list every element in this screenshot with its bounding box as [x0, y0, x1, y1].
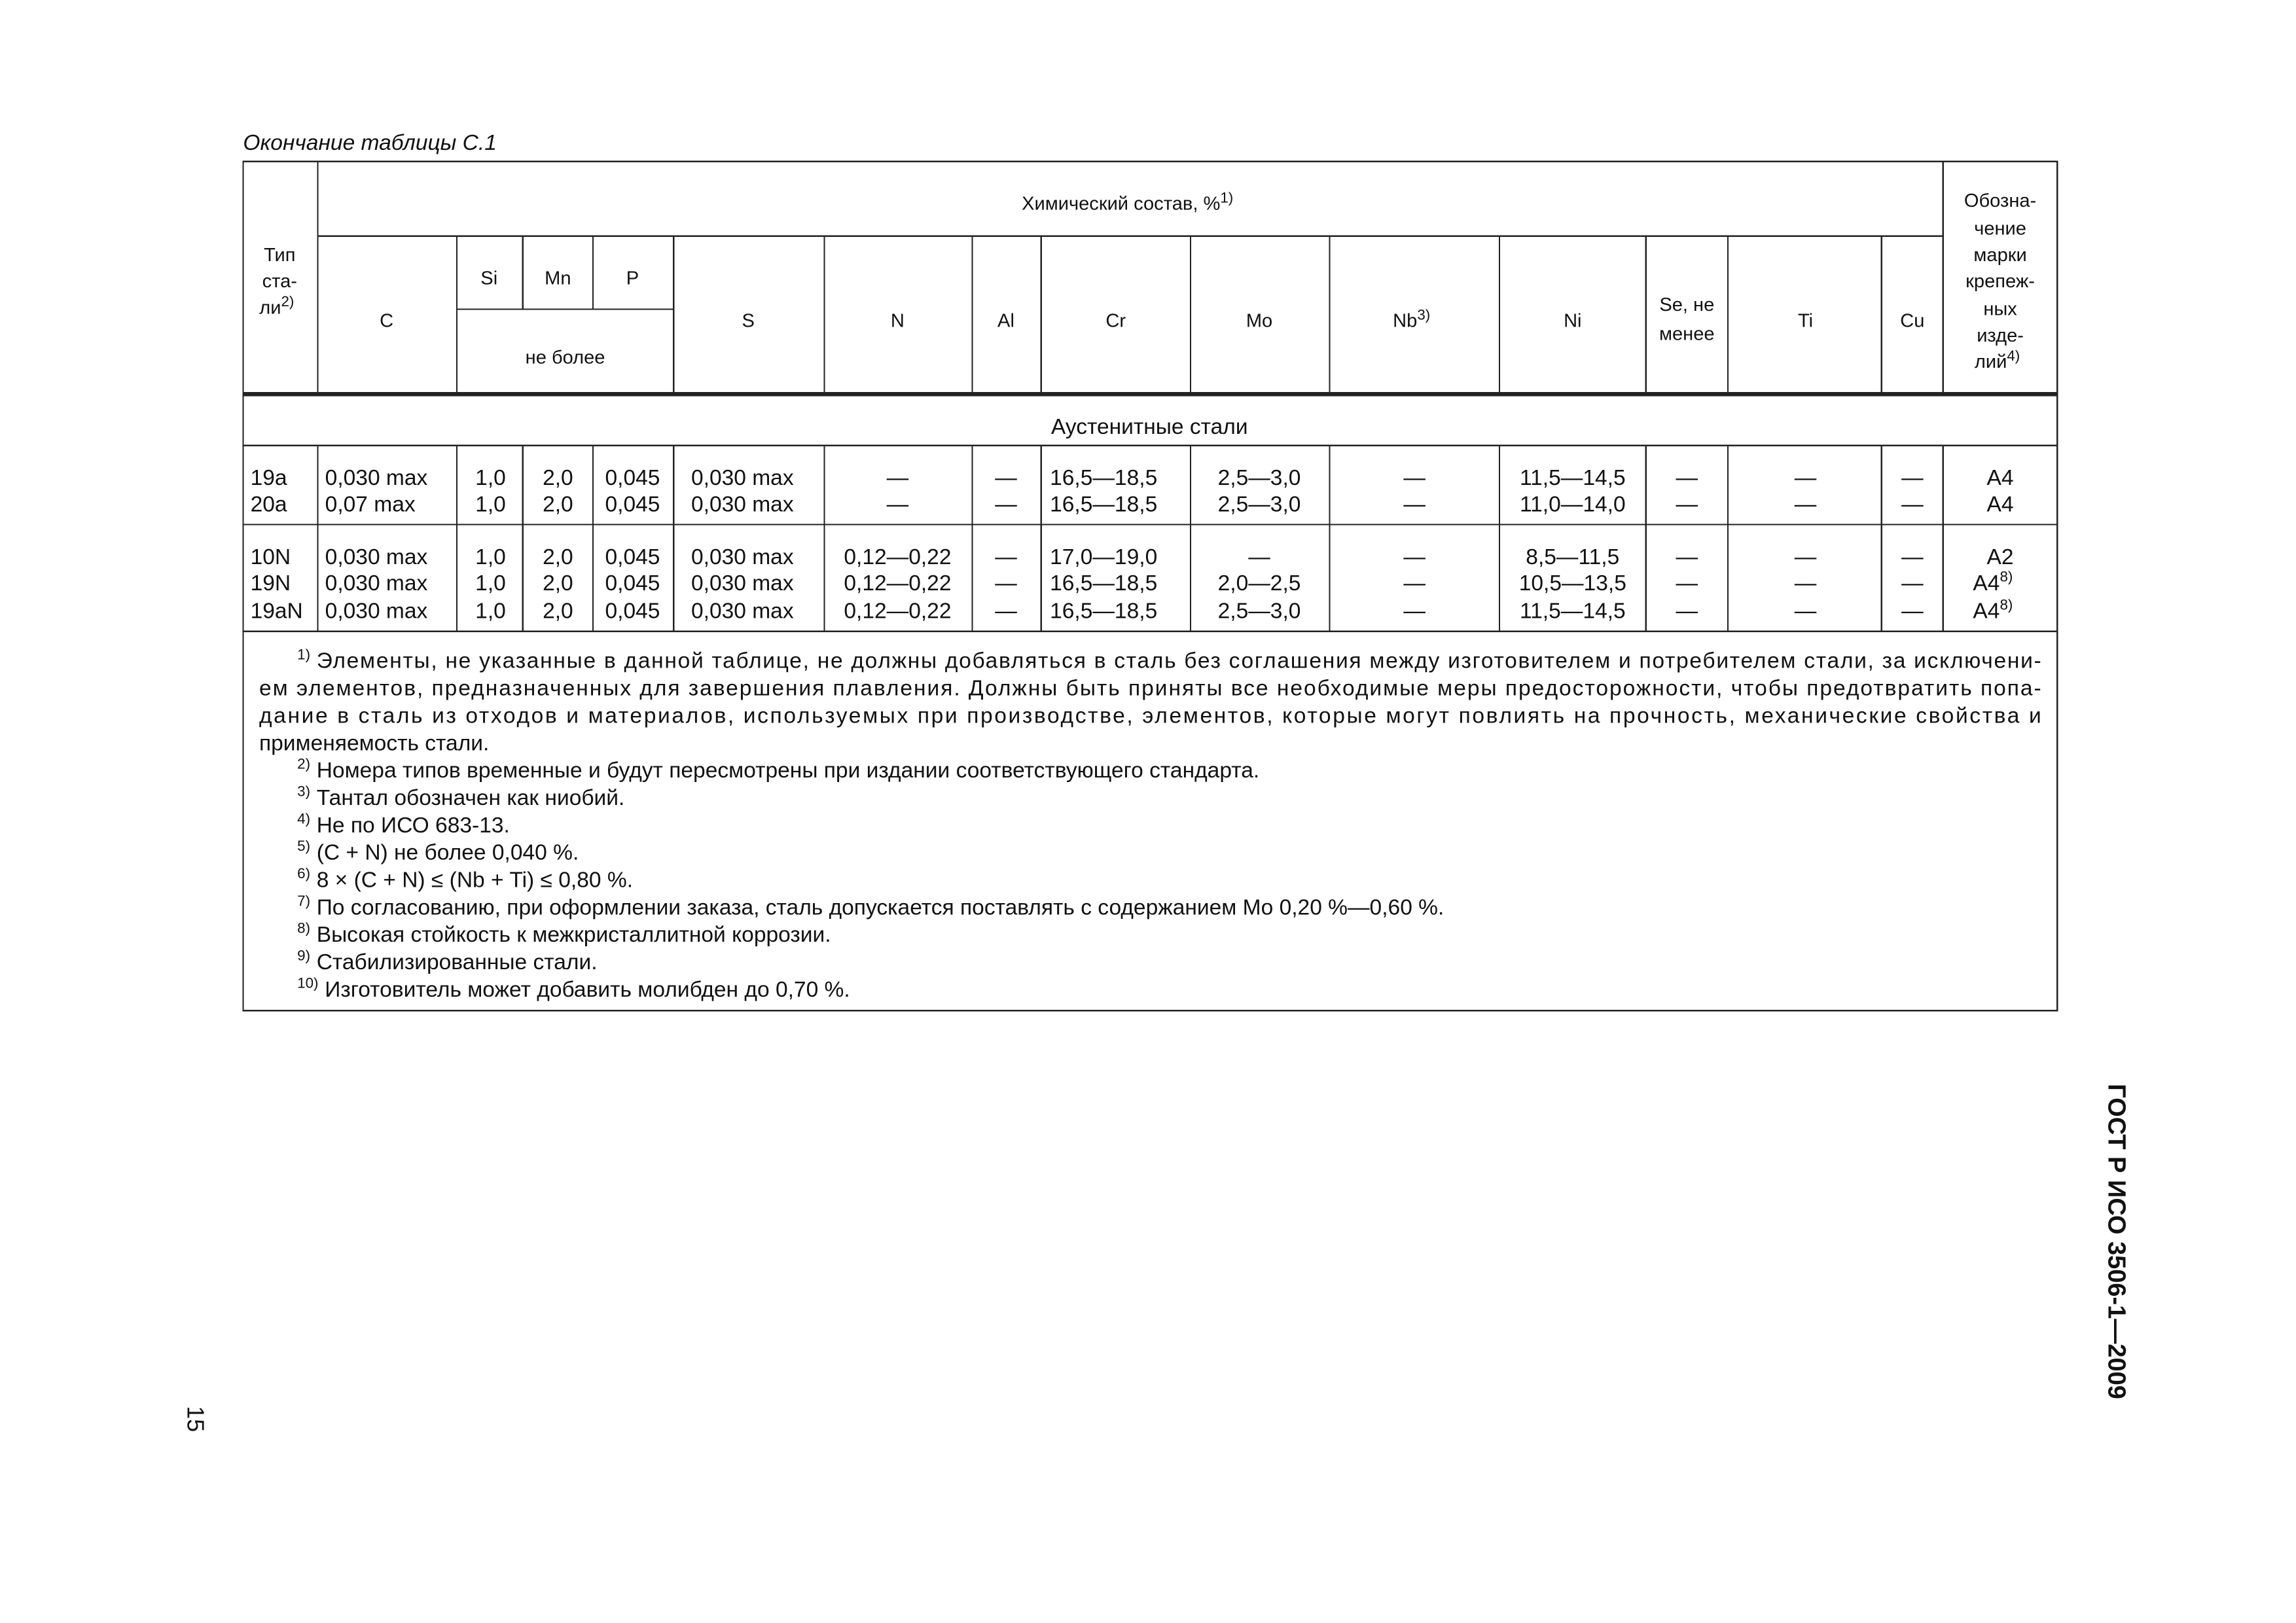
cell-cu: —	[1901, 544, 1924, 569]
footnotes	[259, 646, 2041, 1001]
header-element-Cu: Cu	[1900, 310, 1925, 332]
cell-cu: —	[1901, 571, 1924, 596]
cell-se: —	[1676, 571, 1698, 596]
table-row	[251, 545, 2014, 569]
cell-cr: 16,5—18,5	[1050, 492, 1158, 517]
cell-s: 0,030 max	[691, 466, 794, 491]
cell-s: 0,030 max	[691, 492, 794, 517]
header-type-line-2: ста-	[262, 271, 298, 293]
header-element-S: S	[742, 310, 755, 332]
footnote-marker: 2)	[297, 755, 311, 772]
cell-se: —	[1676, 599, 1698, 624]
cell-mo: 2,5—3,0	[1217, 466, 1301, 491]
footnote	[297, 920, 831, 947]
header-chem-footnote: 1)	[1220, 189, 1234, 206]
cell-type: 10N	[250, 544, 291, 569]
footnote-line: Не по ИСО 683-13.	[316, 813, 510, 838]
cell-c: 0,030 max	[325, 571, 428, 596]
footnote-marker: 10)	[297, 974, 319, 991]
header-type-line-1: Тип	[264, 244, 296, 266]
header-mark-column	[1964, 190, 2036, 372]
cell-n: —	[886, 466, 909, 491]
cell-cr: 17,0—19,0	[1050, 544, 1158, 569]
footnote	[297, 948, 597, 974]
cell-mn: 2,0	[543, 492, 573, 517]
header-element-Mn: Mn	[545, 268, 571, 289]
cell-mark: A4	[1986, 466, 2014, 491]
cell-nb: —	[1403, 544, 1426, 569]
cell-si: 1,0	[475, 544, 506, 569]
footnote	[297, 974, 850, 1001]
cell-p: 0,045	[605, 571, 660, 596]
footnote-marker: 1)	[297, 646, 311, 663]
cell-mo: 2,5—3,0	[1217, 492, 1301, 517]
header-mark-footnote: 4)	[2007, 347, 2020, 364]
cell-al: —	[995, 571, 1017, 596]
header-mark-line-6: изде-	[1977, 325, 2024, 346]
footnote-line: Высокая стойкость к межкристаллитной коррозии.	[316, 923, 831, 948]
header-element-Se-line-2: менее	[1659, 323, 1715, 345]
page-number: 15	[182, 1406, 209, 1433]
cell-c: 0,07 max	[325, 492, 416, 517]
cell-cr: 16,5—18,5	[1050, 571, 1158, 596]
table-row	[251, 569, 2013, 596]
standard-designation: ГОСТ Р ИСО 3506-1—2009	[2102, 1084, 2130, 1399]
header-type-footnote: 2)	[281, 293, 295, 310]
header-element-Si: Si	[480, 268, 498, 289]
footnote-marker: 4)	[297, 810, 311, 827]
cell-ni: 11,0—14,0	[1519, 492, 1626, 517]
cell-si: 1,0	[475, 466, 506, 491]
cell-cu: —	[1901, 466, 1924, 491]
header-element-Al: Al	[997, 310, 1014, 332]
cell-ni: 11,5—14,5	[1519, 599, 1626, 624]
cell-s: 0,030 max	[691, 544, 794, 569]
footnote	[297, 783, 624, 810]
section-title: Аустенитные стали	[1050, 414, 1248, 439]
cell-al: —	[995, 466, 1017, 491]
header-element-Se-line-1: Se, не	[1659, 294, 1715, 315]
cell-ti: —	[1794, 492, 1817, 517]
cell-cu: —	[1901, 599, 1924, 624]
cell-mo: 2,5—3,0	[1217, 599, 1301, 624]
footnote-line: применяемость стали.	[259, 731, 490, 756]
header-element-Cr: Cr	[1105, 310, 1126, 332]
cell-mn: 2,0	[543, 544, 573, 569]
cell-cu: —	[1901, 492, 1924, 517]
cell-mo: —	[1248, 544, 1270, 569]
footnote	[297, 893, 1444, 919]
header-type-column	[259, 245, 297, 319]
cell-ti: —	[1794, 599, 1817, 624]
cell-se: —	[1676, 544, 1698, 569]
cell-s: 0,030 max	[691, 599, 794, 624]
header-element-Ni: Ni	[1564, 310, 1582, 332]
cell-type: 20a	[250, 492, 287, 517]
cell-si: 1,0	[475, 571, 506, 596]
header-element-Ti: Ti	[1797, 310, 1814, 332]
header-mark-line-1: Обозна-	[1964, 190, 2037, 212]
header-element-C: C	[380, 310, 394, 332]
footnote-marker: 8)	[297, 919, 311, 936]
footnote-marker: 7)	[297, 892, 311, 909]
cell-n: 0,12—0,22	[844, 599, 952, 624]
cell-ti: —	[1794, 466, 1817, 491]
cell-nb: —	[1403, 571, 1426, 596]
cell-mn: 2,0	[543, 571, 573, 596]
cell-mn: 2,0	[543, 599, 573, 624]
header-chemical-title: Химический состав, %$^{1)}$	[1022, 189, 1234, 215]
table-row	[251, 596, 2013, 623]
cell-si: 1,0	[475, 492, 506, 517]
footnote-line: дание в сталь из отходов и материалов, используемых при производстве, элементов, которые могут повлиять на прочность, механические свойства и	[259, 704, 2041, 728]
cell-p: 0,045	[605, 466, 660, 491]
cell-n: 0,12—0,22	[844, 544, 952, 569]
cell-si: 1,0	[475, 599, 506, 624]
cell-n: —	[886, 492, 909, 517]
header-mark-line-7: лий$^{4)}$	[1974, 347, 2020, 373]
cell-mark: A4	[1986, 492, 2014, 517]
header-type-line-3: $ли^{2)}$	[259, 293, 295, 319]
cell-p: 0,045	[605, 544, 660, 569]
footnote-marker: 3)	[297, 783, 311, 800]
cell-type: 19a	[250, 466, 287, 491]
footnote-marker: 9)	[297, 947, 311, 964]
cell-nb: —	[1403, 492, 1426, 517]
cell-se: —	[1676, 466, 1698, 491]
footnote-marker: 6)	[297, 865, 311, 882]
header-element-P: P	[626, 268, 639, 289]
cell-p: 0,045	[605, 492, 660, 517]
cell-ti: —	[1794, 544, 1817, 569]
header-element-Mo: Mo	[1246, 310, 1273, 332]
table-caption: Окончание таблицы C.1	[243, 130, 497, 155]
footnote	[297, 865, 633, 892]
footnote	[297, 810, 510, 837]
footnote	[259, 646, 2041, 755]
header-ne-bolee: не более	[525, 347, 605, 368]
cell-ni: 8,5—11,5	[1526, 544, 1620, 569]
header-mark-line-3: марки	[1973, 244, 2027, 266]
cell-ti: —	[1794, 571, 1817, 596]
table-row	[251, 466, 2014, 490]
cell-mark: A2	[1986, 544, 2014, 569]
header-element-N: N	[890, 310, 905, 332]
cell-al: —	[995, 599, 1017, 624]
cell-mark: A4$^{8)}$	[1973, 596, 2013, 624]
cell-s: 0,030 max	[691, 571, 794, 596]
footnote-line: ем элементов, предназначенных для завершения плавления. Должны быть приняты все необходимые меры предосторожности, чтобы предотвратить попа-	[259, 676, 2041, 701]
cell-nb: —	[1403, 599, 1426, 624]
header-element-Nb: Nb$^{3)}$	[1393, 306, 1431, 332]
cell-ni: 11,5—14,5	[1519, 466, 1626, 491]
cell-c: 0,030 max	[325, 599, 428, 624]
mark-footnote: 8)	[2000, 568, 2013, 585]
cell-cr: 16,5—18,5	[1050, 599, 1158, 624]
cell-mark: A4$^{8)}$	[1973, 568, 2013, 596]
footnote-line: Стабилизированные стали.	[316, 950, 598, 974]
footnote-line: Изготовитель может добавить молибден до 0,70 %.	[325, 977, 850, 1002]
footnote-line: Элементы, не указанные в данной таблице, не должны добавляться в сталь без соглашения между изготовителем и потребителем стали, за исключени-	[316, 649, 2041, 673]
mark-footnote: 8)	[2000, 596, 2013, 613]
footnote-line: По согласованию, при оформлении заказа, сталь допускается поставлять с содержанием Mo 0,20 %—0,60 %.	[316, 895, 1444, 920]
footnote-marker: 5)	[297, 838, 311, 855]
table-row	[251, 492, 2014, 516]
cell-c: 0,030 max	[325, 466, 428, 491]
footnote	[297, 838, 579, 865]
footnote-line: Номера типов временные и будут пересмотрены при издании соответствующего стандарта.	[316, 758, 1260, 783]
header-mark-line-4: крепеж-	[1965, 271, 2035, 293]
cell-n: 0,12—0,22	[844, 571, 952, 596]
cell-cr: 16,5—18,5	[1050, 466, 1158, 491]
footnote	[297, 756, 1259, 783]
table-body	[251, 466, 2014, 624]
cell-ni: 10,5—13,5	[1518, 571, 1626, 596]
cell-nb: —	[1403, 466, 1426, 491]
cell-se: —	[1676, 492, 1698, 517]
header-elements	[380, 268, 1924, 368]
cell-mn: 2,0	[543, 466, 573, 491]
header-nb-footnote: 3)	[1417, 306, 1431, 323]
header-mark-line-2: чение	[1974, 218, 2026, 240]
cell-al: —	[995, 492, 1017, 517]
footnote-line: 8 × (C + N) ≤ (Nb + Ti) ≤ 0,80 %.	[316, 868, 634, 893]
cell-c: 0,030 max	[325, 544, 428, 569]
cell-type: 19aN	[250, 599, 303, 624]
footnote-line: (C + N) не более 0,040 %.	[316, 840, 579, 865]
cell-al: —	[995, 544, 1017, 569]
header-mark-line-5: ных	[1983, 298, 2017, 320]
footnote-line: Тантал обозначен как ниобий.	[316, 785, 625, 810]
cell-mo: 2,0—2,5	[1217, 571, 1301, 596]
cell-p: 0,045	[605, 599, 660, 624]
cell-type: 19N	[250, 571, 291, 596]
